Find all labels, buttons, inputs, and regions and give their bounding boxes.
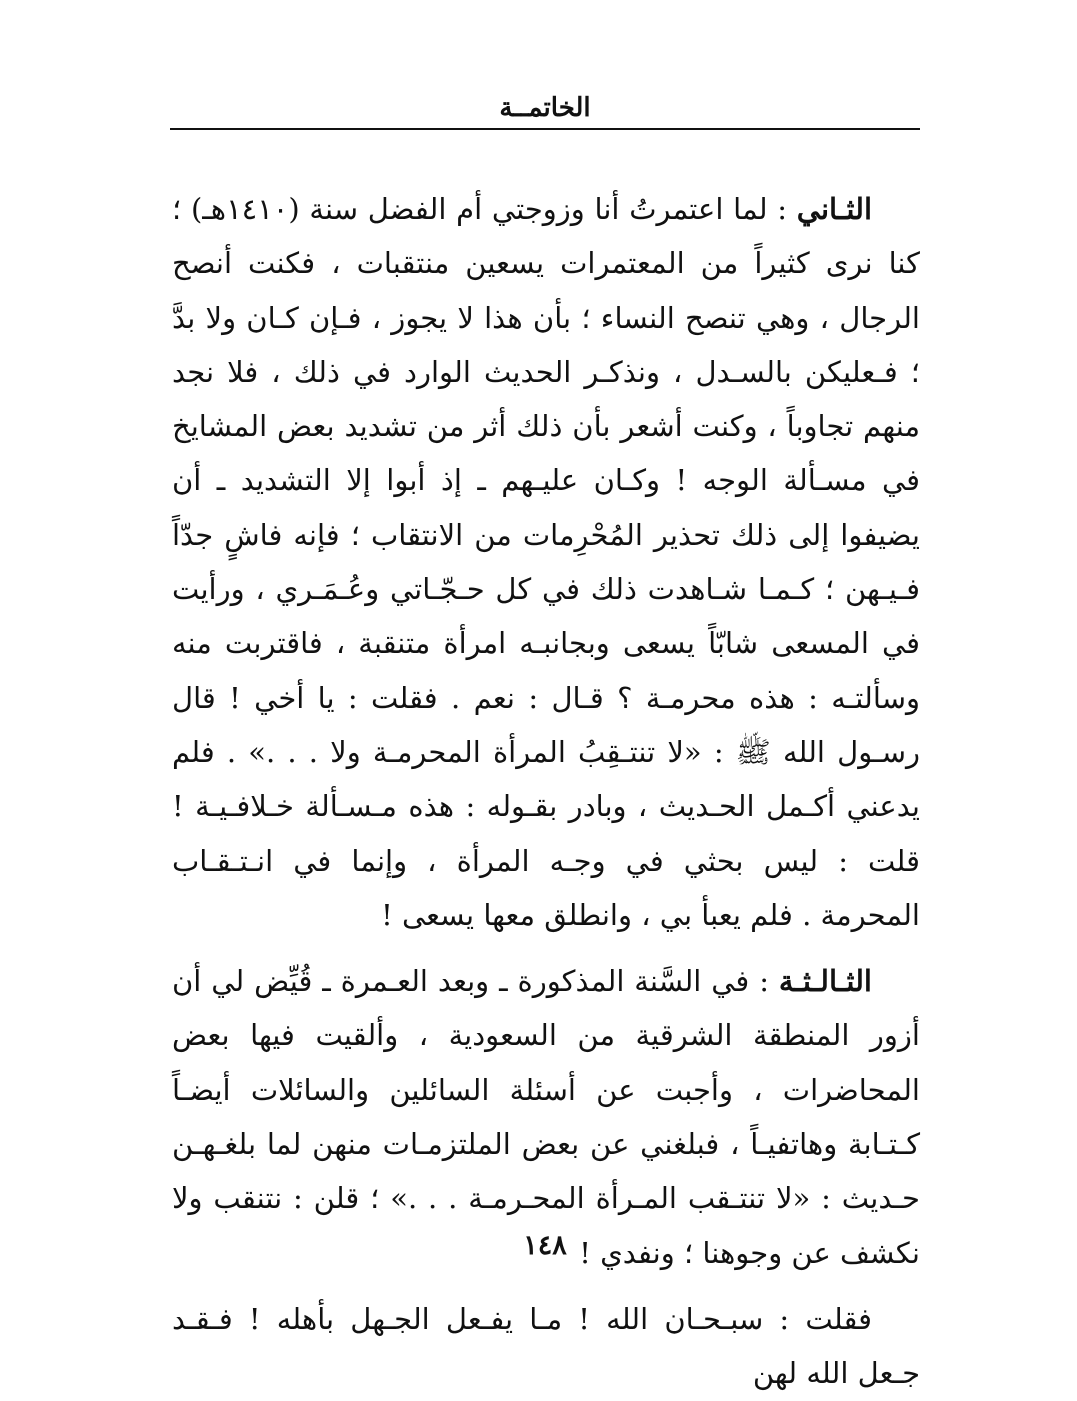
body-text — [172, 182, 920, 1401]
paragraph-text: : في السَّنة المذكورة ـ وبعد العـمرة ـ قُيِّض لي أن أزور المنطقة الشرقية من السعودية ، وألقيت فيها بعض المحاضرات ، وأجبت عن أسئلة السائلين والسائلات أيضـاً كـتـابة وهاتفيـاً ، فبلغني عن بعض الملتزمـات منهن لما بلغـهـن حـديث : «لا تنتـقب المـرأة المحـرمـة . . .» ؛ قلن : نتنقب ولا نكشف عن وجوهنا ؛ ونفدي ! — [172, 964, 920, 1270]
header-rule — [170, 128, 920, 130]
paragraph-lead: الثـاني — [796, 192, 872, 226]
running-header: الخاتمــة — [499, 93, 591, 123]
paragraph-text: : لما اعتمرتُ أنا وزوجتي أم الفضل سنة (١٤١٠هـ) ؛ كنا نرى كثيراً من المعتمرات يسعين منتقبات ، فكنت أنصح الرجال ، وهي تنصح النساء ؛ بأن هذا لا يجوز ، فـإن كـان ولا بدَّ ؛ فـعليكن بالسـدل ، ونذكـر الحديث الوارد في ذلك ، فلا نجد منهم تجاوباً ، وكنت أشعر بأن ذلك أثر من تشديد بعض المشايخ في مسـألة الوجه ! وكـان عليـهم ـ إذ أبوا إلا التشديد ـ أن يضيفوا إلى ذلك تحذير المُحْرِمات من الانتقاب ؛ فإنه فاشٍ جدّاً فـيـهن ؛ كـمـا شـاهدت ذلك في كل حـجّـاتي وعُـمَـري ، ورأيت في المسعى شابّاً يسعى وبجانبـه امرأة متنقبة ، فاقتربت منه وسألتـه : هذه محرمـة ؟ قـال : نعم . فقلت : يا أخي ! قال رسـول الله ﷺ : «لا تنتـقِبُ المرأة المحرمـة ولا . . .» . فلم يدعني أكـمل الحـديث ، وبادر بقـوله : هذه مـسـألة خـلافـيـة ! قلت : ليس بحثي في وجـه المرأة ، وإنما في انـتـقـاب المحرمة . فلم يعبأ بي ، وانطلق معها يسعى ! — [172, 192, 920, 932]
paragraph-lead: الثـالـثـة — [778, 964, 872, 999]
page-number: ١٤٨ — [523, 1230, 567, 1261]
paragraph-continuation — [172, 1292, 920, 1401]
paragraph-text: فقلت : سبـحـان الله ! مـا يفـعل الجـهل بأهله ! فـقـد جـعل الله لهن — [172, 1301, 920, 1391]
paragraph-second — [172, 182, 920, 942]
